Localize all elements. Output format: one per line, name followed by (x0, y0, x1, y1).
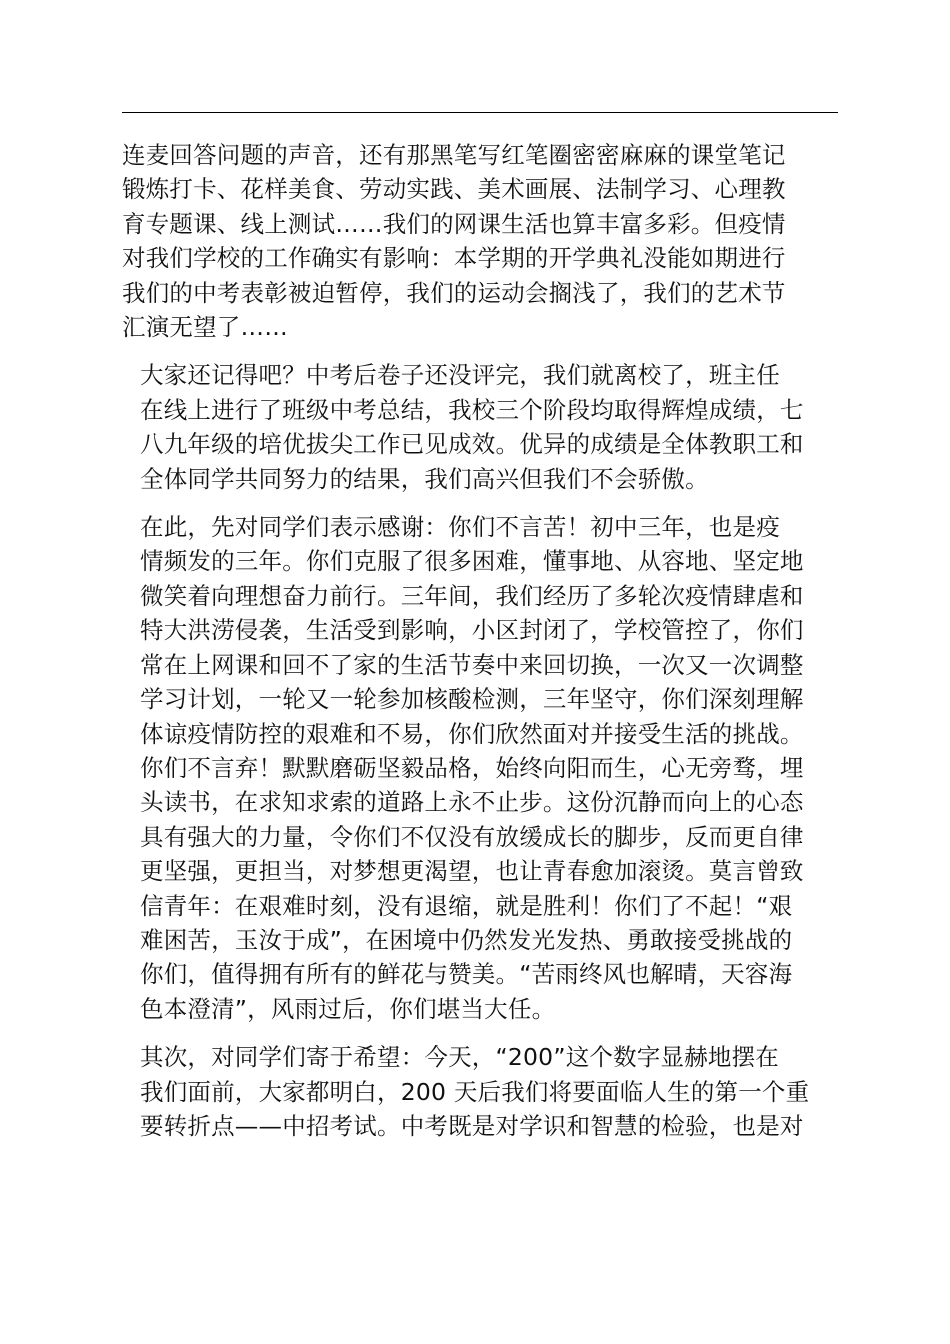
text-line: 其次，对同学们寄于希望：今天，“200”这个数字显赫地摆在 (140, 1043, 780, 1072)
text-line: 我们面前，大家都明白，200 天后我们将要面临人生的第一个重 (140, 1077, 810, 1106)
text-line: 情频发的三年。你们克服了很多困难，懂事地、从容地、坚定地 (140, 547, 804, 576)
text-line: 大家还记得吧？中考后卷子还没评完，我们就离校了，班主任 (140, 361, 780, 390)
text-line: 汇演无望了…… (122, 313, 288, 342)
header-rule (122, 112, 838, 113)
text-line: 学习计划，一轮又一轮参加核酸检测，三年坚守，你们深刻理解 (140, 685, 804, 714)
text-line: 在线上进行了班级中考总结，我校三个阶段均取得辉煌成绩，七 (140, 395, 804, 424)
text-line: 信青年：在艰难时刻，没有退缩，就是胜利！你们了不起！“艰 (140, 891, 793, 920)
paragraph-4 (122, 1040, 838, 1143)
text-line: 我们的中考表彰被迫暂停，我们的运动会搁浅了，我们的艺术节 (122, 278, 786, 307)
text-line: 连麦回答问题的声音，还有那黑笔写红笔圈密密麻麻的课堂笔记 (122, 141, 786, 169)
text-line: 微笑着向理想奋力前行。三年间，我们经历了多轮次疫情肆虐和 (140, 581, 804, 610)
text-line: 头读书，在求知求索的道路上永不止步。这份沉静而向上的心态 (140, 788, 804, 817)
text-line: 在此，先对同学们表示感谢：你们不言苦！初中三年，也是疫 (140, 513, 780, 542)
paragraph-2 (122, 358, 838, 496)
text-line: 色本澄清”，风雨过后，你们堪当大任。 (140, 994, 556, 1023)
text-line: 常在上网课和回不了家的生活节奏中来回切换，一次又一次调整 (140, 650, 804, 679)
text-line: 更坚强，更担当，对梦想更渴望，也让青春愈加滚烫。莫言曾致 (140, 857, 804, 886)
body-text (122, 138, 838, 1157)
text-line: 对我们学校的工作确实有影响：本学期的开学典礼没能如期进行 (122, 244, 786, 273)
text-line: 特大洪涝侵袭，生活受到影响，小区封闭了，学校管控了，你们 (140, 616, 804, 645)
text-line: 锻炼打卡、花样美食、劳动实践、美术画展、法制学习、心理教 (122, 175, 786, 204)
text-line: 全体同学共同努力的结果，我们高兴但我们不会骄傲。 (140, 464, 709, 493)
text-line: 体谅疫情防控的艰难和不易，你们欣然面对并接受生活的挑战。 (140, 719, 804, 748)
text-line: 你们，值得拥有所有的鲜花与赞美。“苦雨终风也解晴，天容海 (140, 960, 793, 989)
text-line: 八九年级的培优拔尖工作已见成效。优异的成绩是全体教职工和 (140, 430, 804, 459)
text-line: 具有强大的力量，令你们不仅没有放缓成长的脚步，反而更自律 (140, 822, 804, 851)
text-line: 难困苦，玉汝于成”，在困境中仍然发光发热、勇敢接受挑战的 (140, 925, 793, 954)
paragraph-1 (122, 138, 838, 344)
text-line: 要转折点——中招考试。中考既是对学识和智慧的检验，也是对 (140, 1111, 804, 1140)
text-line: 育专题课、线上测试……我们的网课生活也算丰富多彩。但疫情 (122, 209, 786, 238)
text-line: 你们不言弃！默默磨砺坚毅品格，始终向阳而生，心无旁骛，埋 (140, 753, 804, 782)
paragraph-3 (122, 510, 838, 1026)
